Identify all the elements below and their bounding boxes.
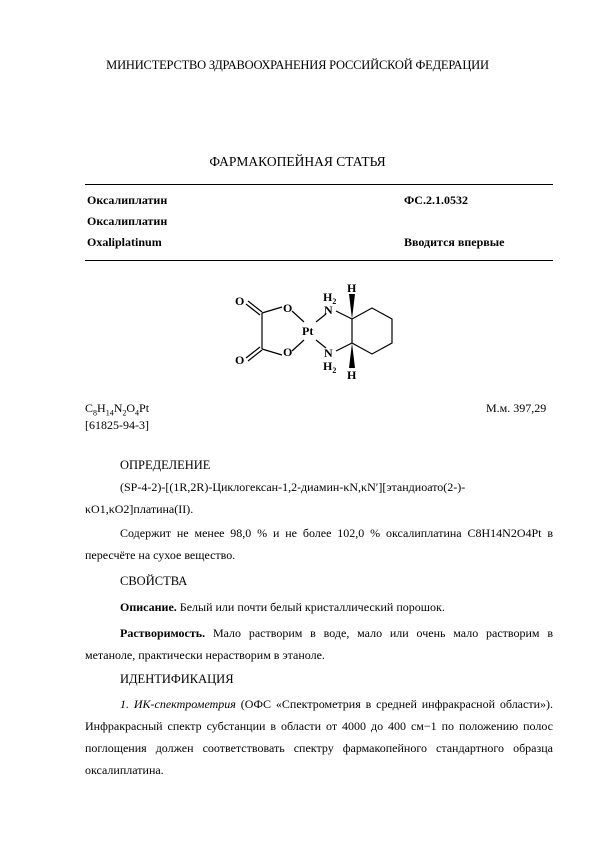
solubility-paragraph: [85, 622, 553, 666]
top-rule: [85, 184, 553, 185]
ring-oxygen-top: O: [283, 301, 293, 315]
name-russian-alt: Оксалиплатин: [87, 214, 168, 228]
name-latin: Oxaliplatinum: [87, 235, 162, 249]
ring-oxygen-bottom: O: [283, 345, 293, 359]
structural-formula: [230, 282, 420, 382]
hydrogen-top: H: [347, 282, 357, 295]
ministry-heading: МИНИСТЕРСТВО ЗДРАВООХРАНЕНИЯ РОССИЙСКОЙ ФЕДЕРАЦИИ: [106, 58, 489, 72]
description-label: Описание.: [120, 600, 177, 614]
nitrogen-top: N: [324, 303, 333, 317]
solubility-label: Растворимость.: [120, 626, 206, 640]
bottom-rule: [85, 260, 553, 261]
description-paragraph: [85, 596, 553, 618]
monograph-code: ФС.2.1.0532: [404, 193, 468, 207]
carbonyl-oxygen-top: O: [235, 294, 245, 308]
solubility-text: Мало растворим в воде, мало или очень мало растворим в метаноле, практически нерастворим в этаноле.: [85, 626, 554, 662]
name-russian: Оксалиплатин: [87, 193, 168, 207]
molecular-weight: М.м. 397,29: [486, 401, 547, 415]
ir-paragraph: [85, 693, 553, 781]
monograph-status: Вводится впервые: [404, 235, 505, 249]
nitrogen-bottom: N: [324, 346, 333, 360]
description-text: Белый или почти белый кристаллический порошок.: [179, 600, 445, 614]
amine-h2-bottom: $H_2$: [323, 359, 337, 375]
properties-heading: СВОЙСТВА: [120, 574, 188, 588]
molecular-formula: $C_8H_{14}N_2O_4Pt$: [85, 401, 150, 418]
hydrogen-bottom: H: [347, 368, 357, 382]
platinum-atom: Pt: [302, 324, 314, 338]
carbonyl-oxygen-bottom: O: [235, 353, 245, 367]
definition-heading: ОПРЕДЕЛЕНИЕ: [120, 458, 211, 472]
ir-text: (ОФС «Спектрометрия в средней инфракрасной области»). Инфракрасный спектр субстанции в области от 4000 до 400 см−1 по положению полос поглощения должен соответствовать спектру фармакопейного стандартного образца оксалиплатина.: [85, 697, 553, 777]
amine-h2-top: $H_2$: [323, 290, 337, 306]
cas-number: [61825-94-3]: [85, 418, 149, 432]
content-text: Содержит не менее 98,0 % и не более 102,0 % оксалиплатина C8H14N2O4Pt в пересчёте на сухое вещество.: [85, 526, 553, 562]
ir-label: 1. ИК-спектрометрия: [120, 697, 236, 711]
definition-text: (SP-4-2)-[(1R,2R)-Циклогексан-1,2-диамин-κN,κN′][этандиоато(2-)-κO1,κO2]платина(II).: [85, 480, 466, 516]
identification-heading: ИДЕНТИФИКАЦИЯ: [120, 672, 234, 686]
document-title: ФАРМАКОПЕЙНАЯ СТАТЬЯ: [209, 154, 386, 169]
